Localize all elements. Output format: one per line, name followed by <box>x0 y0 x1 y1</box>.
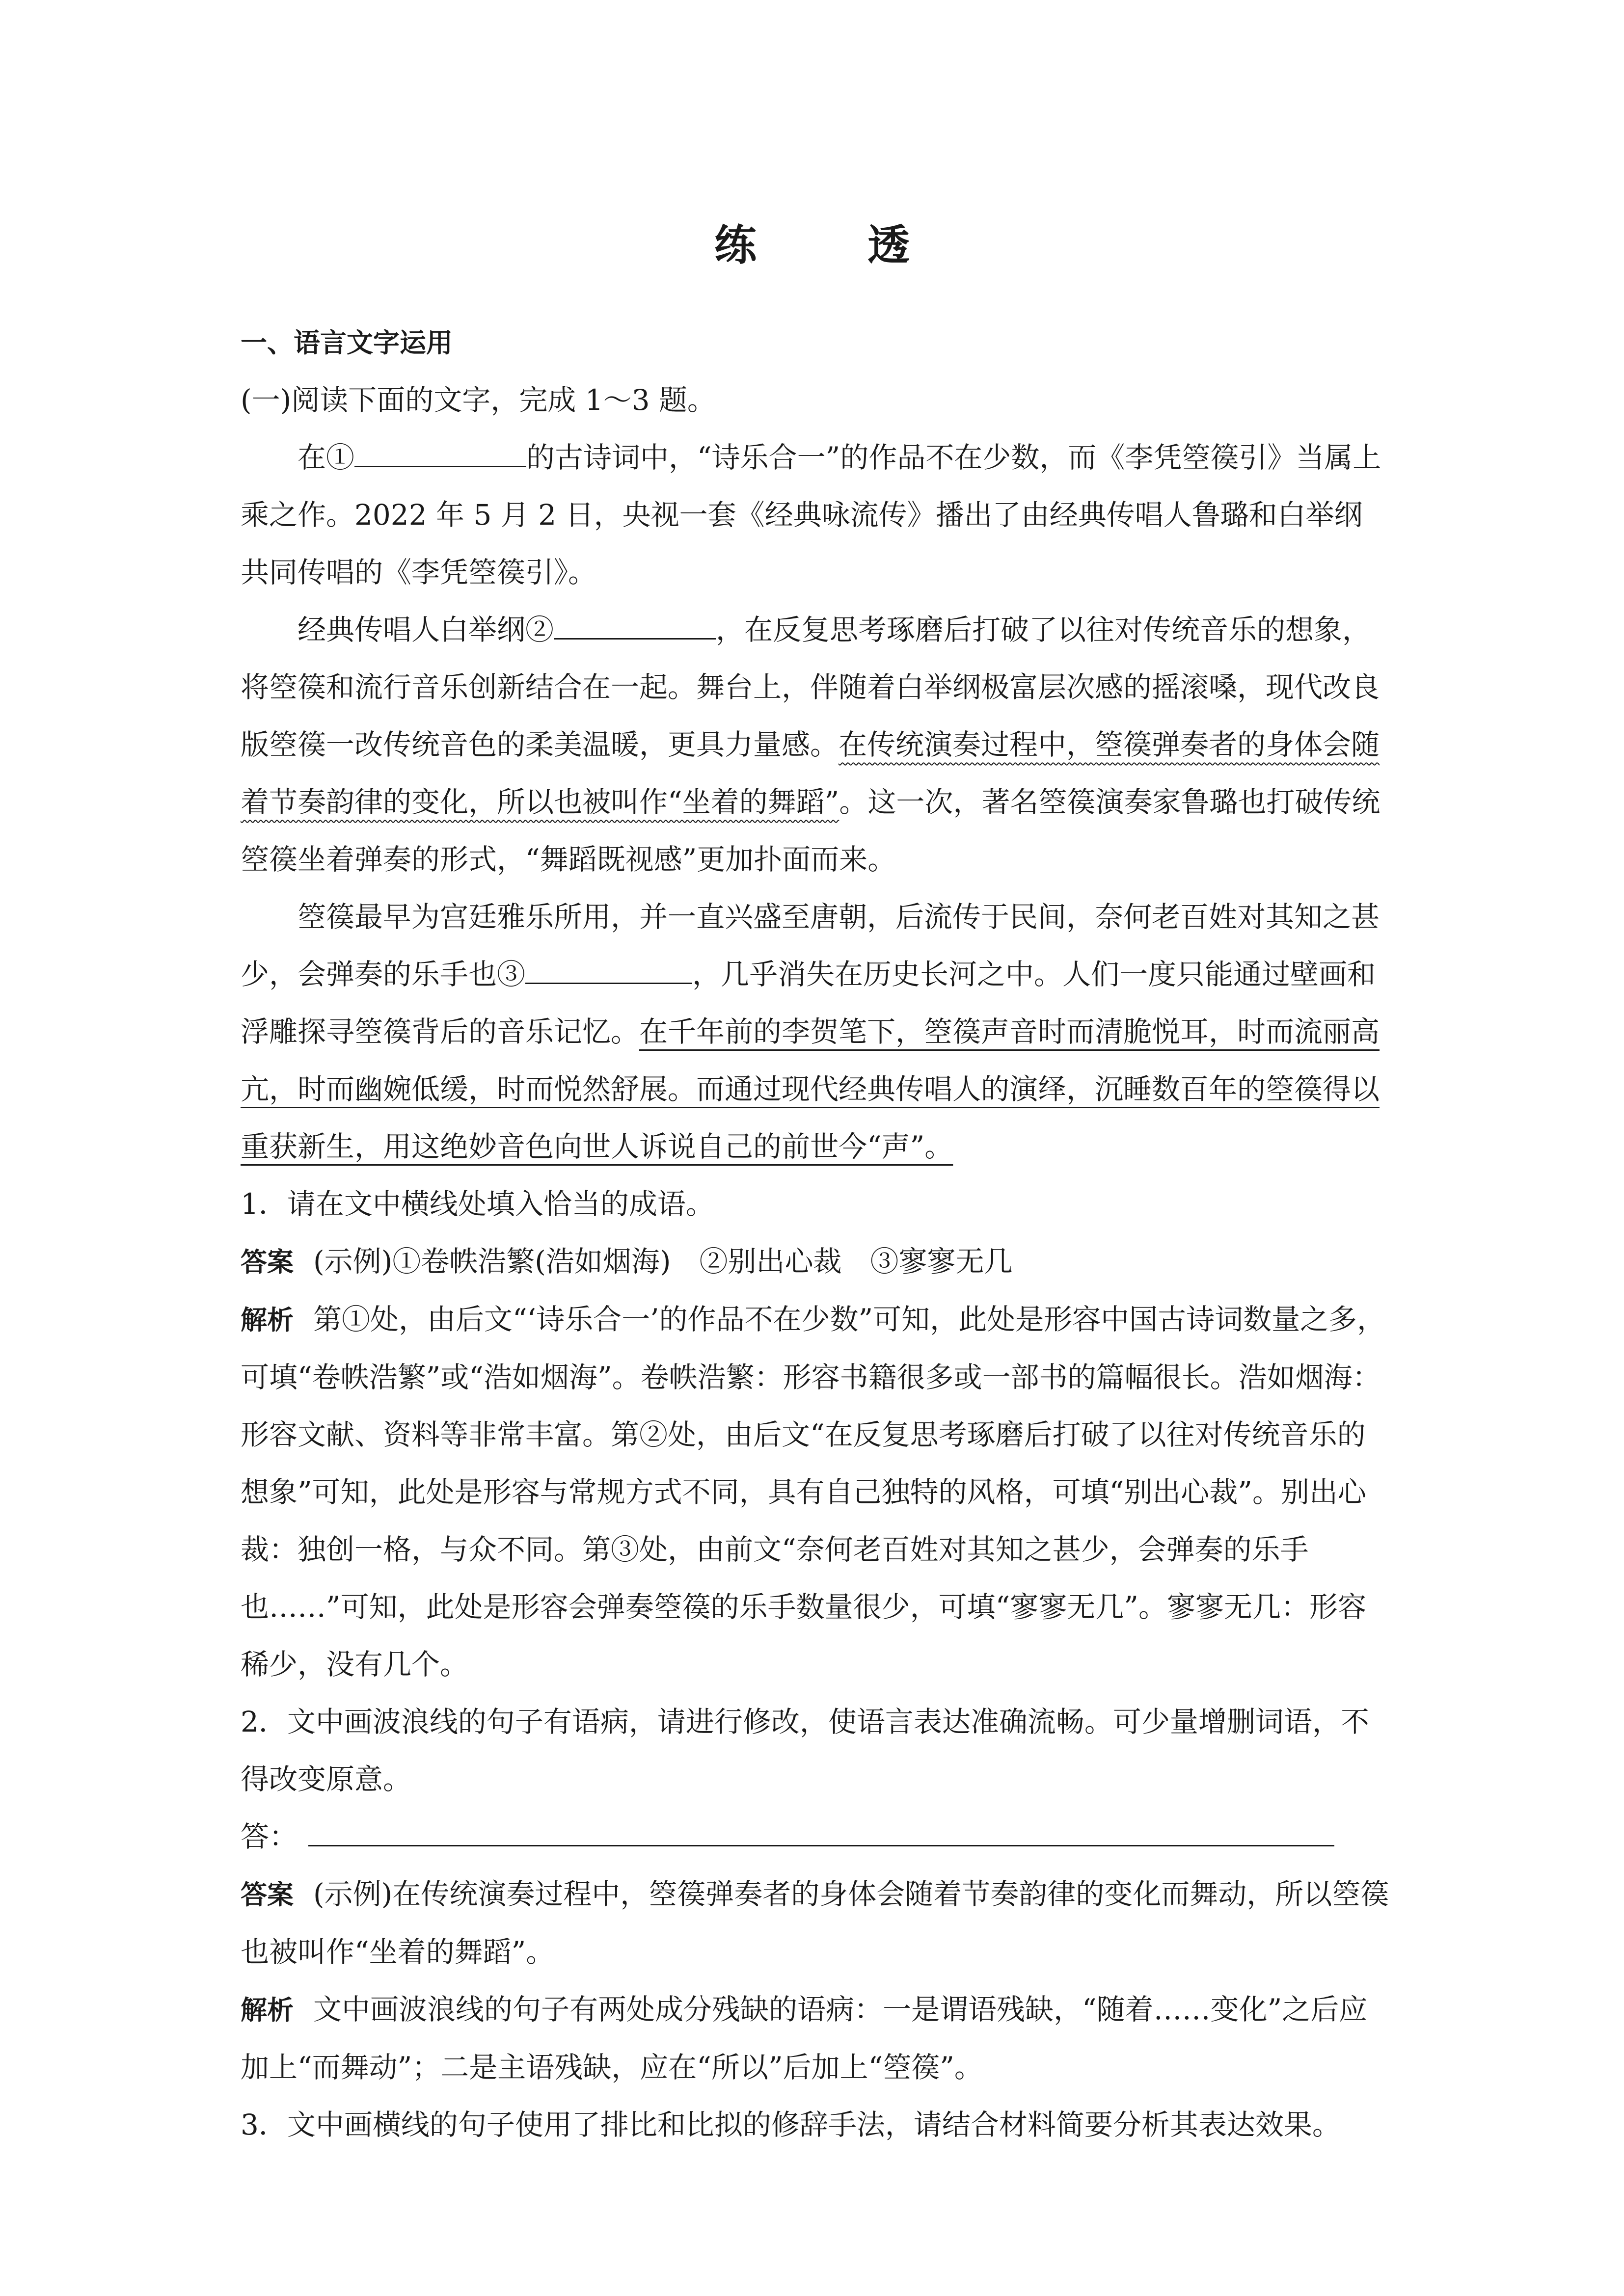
analysis-text: 文中画波浪线的句子有两处成分残缺的语病：一是谓语残缺，“随着……变化”之后应加上“而舞动”；二是主语残缺，应在“所以”后加上“箜篌”。 <box>241 1993 1368 2084</box>
wavy-underlined-sentence: 在传统演奏过程中，箜篌弹奏者的身体会随着节奏韵律的变化，所以也被叫作“坐着的舞蹈” <box>241 728 1380 819</box>
question-3: 3．文中画横线的句子使用了排比和比拟的修辞手法，请结合材料简要分析其表达效果。 <box>241 2108 1341 2141</box>
passage-text: 。这一次，著名箜篌演奏家鲁璐也打破传统箜篌坐着弹奏的形式，“舞蹈既视感”更加扑面而来。 <box>241 785 1380 876</box>
answer-label: 答案 <box>241 1247 294 1278</box>
fill-blank-3[interactable] <box>525 953 692 984</box>
analysis-1 <box>241 1291 1389 1693</box>
passage-text: ，在反复思考琢磨后打破了以往对传统音乐的想象，将箜篌和流行音乐创新结合在一起。舞台上，伴随着白举纲极富层次感的摇滚嗓，现代改良版箜篌一改传统音色的柔美温暖，更具力量感。 <box>241 613 1380 761</box>
underlined-sentence: 在千年前的李贺笔下，箜篌声音时而清脆悦耳，时而流丽高亢，时而幽婉低缓，时而悦然舒展。而通过现代经典传唱人的演绎，沉睡数百年的箜篌得以重获新生，用这绝妙音色向世人诉说自己的前世今“声”。 <box>241 1015 1380 1163</box>
passage-paragraph-3 <box>241 888 1389 1175</box>
passage-text: 的古诗词中，“诗乐合一”的作品不在少数，而《李凭箜篌引》当属上乘之作。2022 年 5 月 2 日，央视一套《经典咏流传》播出了由经典传唱人鲁璐和白举纲共同传唱的《李凭箜篌引》。 <box>241 441 1381 589</box>
answer-input-line[interactable] <box>308 1815 1334 1846</box>
fill-blank-2[interactable] <box>554 609 716 640</box>
analysis-label: 解析 <box>241 1305 294 1335</box>
question-2: 2．文中画波浪线的句子有语病，请进行修改，使语言表达准确流畅。可少量增删词语，不得改变原意。 <box>241 1705 1369 1796</box>
answer-label: 答案 <box>241 1879 294 1910</box>
page-title: 练 透 <box>714 221 944 270</box>
analysis-2 <box>241 1981 1389 2096</box>
question-1: 1．请在文中横线处填入恰当的成语。 <box>241 1187 714 1221</box>
passage-paragraph-2 <box>241 601 1389 888</box>
passage-text: ，几乎消失在历史长河之中。人们一度只能通过壁画和浮雕探寻箜篌背后的音乐记忆。 <box>241 958 1376 1048</box>
answer-line-2 <box>241 1808 1389 1866</box>
analysis-label: 解析 <box>241 1995 294 2026</box>
fill-blank-1[interactable] <box>354 436 526 467</box>
answer-text: (示例)①卷帙浩繁(浩如烟海) ②别出心裁 ③寥寥无几 <box>313 1245 1013 1278</box>
answer-prompt: 答： <box>241 1820 298 1853</box>
analysis-text: 第①处，由后文“‘诗乐合一’的作品不在少数”可知，此处是形容中国古诗词数量之多，可填“卷帙浩繁”或“浩如烟海”。卷帙浩繁：形容书籍很多或一部书的篇幅很长。浩如烟海：形容文献、资料等非常丰富。第②处，由后文“在反复思考琢磨后打破了以往对传统音乐的想象”可知，此处是形容与常规方式不同，具有自己独特的风格，可填“别出心裁”。别出心裁：独创一格，与众不同。第③处，由前文“奈何老百姓对其知之甚少，会弹奏的乐手也……”可知，此处是形容会弹奏箜篌的乐手数量很少，可填“寥寥无几”。寥寥无几：形容稀少，没有几个。 <box>241 1303 1386 1681</box>
passage-text: 经典传唱人白举纲② <box>298 613 554 646</box>
passage-paragraph-1 <box>241 429 1389 601</box>
passage-text: 箜篌最早为宫廷雅乐所用，并一直兴盛至唐朝，后流传于民间，奈何老百姓对其知之甚少，会弹奏的乐手也③ <box>241 900 1380 991</box>
section-instruction: (一)阅读下面的文字，完成 1～3 题。 <box>241 383 716 417</box>
content <box>241 314 1389 2154</box>
passage-text: 在① <box>298 441 355 474</box>
answer-2 <box>241 1866 1389 1981</box>
answer-1 <box>241 1233 1389 1291</box>
section-heading: 一、语言文字运用 <box>241 327 453 358</box>
answer-text: (示例)在传统演奏过程中，箜篌弹奏者的身体会随着节奏韵律的变化而舞动，所以箜篌也被叫作“坐着的舞蹈”。 <box>241 1877 1389 1969</box>
